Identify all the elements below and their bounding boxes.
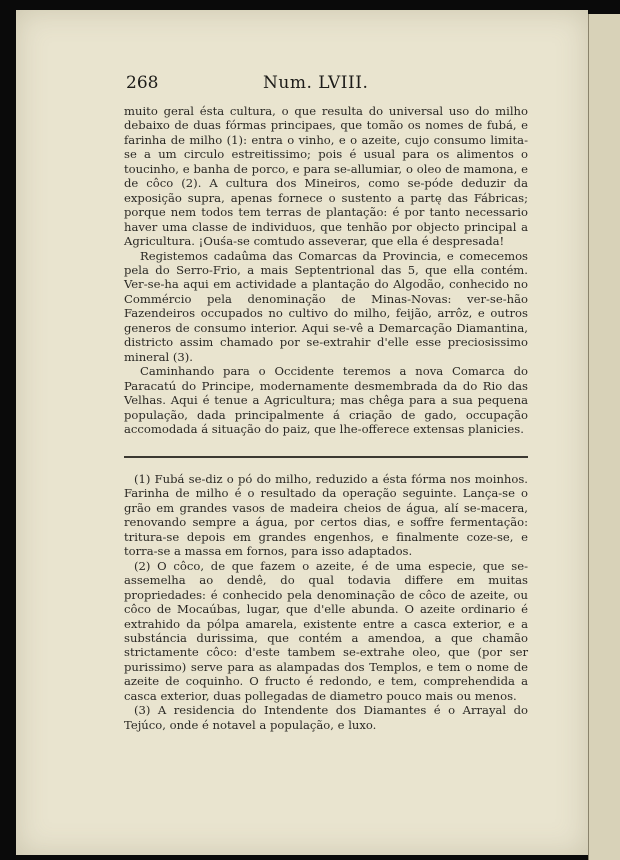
footnotes [124, 472, 528, 732]
next-page-edge [588, 14, 620, 860]
footnote-2: (2) O côco, de que fazem o azeite, é de uma especie, que se-assemelha ao dendê, do qual todavia differe em muitas propriedades: é conhecido pela denominação de côco de azeite, ou côco de Mocaúbas, lugar, que d'elle abunda. O azeite ordinario é extrahido da pólpa amarela, existente entre a casca exterior, e a substáncia durissima, que contém a amendoa, a que chamão strictamente côco: d'este tambem se-extrahe oleo, que (por ser purissimo) serve para as alampadas dos Templos, e tem o nome de azeite de coquinho. O fructo é redondo, e tem, comprehendida a casca exterior, duas pollegadas de diametro pouco mais ou menos. [124, 558, 528, 703]
page-header [0, 73, 620, 99]
footnote-3: (3) A residencia do Intendente dos Diamantes é o Arrayal do Tejúco, onde é notavel a população, e luxo. [124, 703, 528, 732]
footnote-divider [124, 456, 528, 458]
paragraph-1: muito geral ésta cultura, o que resulta do universal uso do milho debaixo de duas fórmas principaes, que tomão os nomes de fubá, e farinha de milho (1): entra o vinho, e o azeite, cujo consumo limita-se a um circulo estreitissimo; pois é usual para os alimentos o toucinho, e banha de porco, e para se-allumiar, o oleo de mamona, e de côco (2). A cultura dos Mineiros, como se-póde deduzir da exposição supra, apenas fornece o sustento a partę das Fábricas; porque nem todos tem terras de plantação: é por tanto necessario haver uma classe de individuos, que tenhão por objecto principal a Agricultura. ¡Ouśa-se comtudo asseverar, que ella é despresada! [124, 104, 528, 249]
footnote-1: (1) Fubá se-diz o pó do milho, reduzido a ésta fórma nos moinhos. Farinha de milho é o resultado da operação seguinte. Lança-se o grão em grandes vasos de madeira cheios de água, alí se-macera, renovando sempre a água, por certos dias, e soffre fermentação: tritura-se depois em grandes engenhos, e finalmente coze-se, e torra-se a massa em fornos, para isso adaptados. [124, 472, 528, 559]
issue-title: Num. LVIII. [263, 73, 369, 93]
page-number: 268 [126, 73, 159, 93]
main-text [124, 104, 528, 436]
paragraph-2: Registemos cadaûma das Comarcas da Provincia, e comecemos pela do Serro-Frio, a mais Septentrional das 5, que ella contém. Ver-se-ha aqui em actividade a plantação do Algodão, conhecido no Commércio pela denominação de Minas-Novas: ver-se-hão Fazendeiros occupados no cultivo do milho, feijão, arrôz, e outros generos de consumo interior. Aqui se-vê a Demarcação Diamantina, districto assim chamado por se-extrahir d'elle esse preciosissimo mineral (3). [124, 248, 528, 364]
paragraph-3: Caminhando para o Occidente teremos a nova Comarca do Paracatú do Principe, modernamente desmembrada da do Rio das Velhas. Aqui é tenue a Agricultura; mas chêga para a sua pequena população, dada principalmente á criação de gado, occupação accomodada á situação do paiz, que lhe-offerece extensas planicies. [124, 364, 528, 436]
